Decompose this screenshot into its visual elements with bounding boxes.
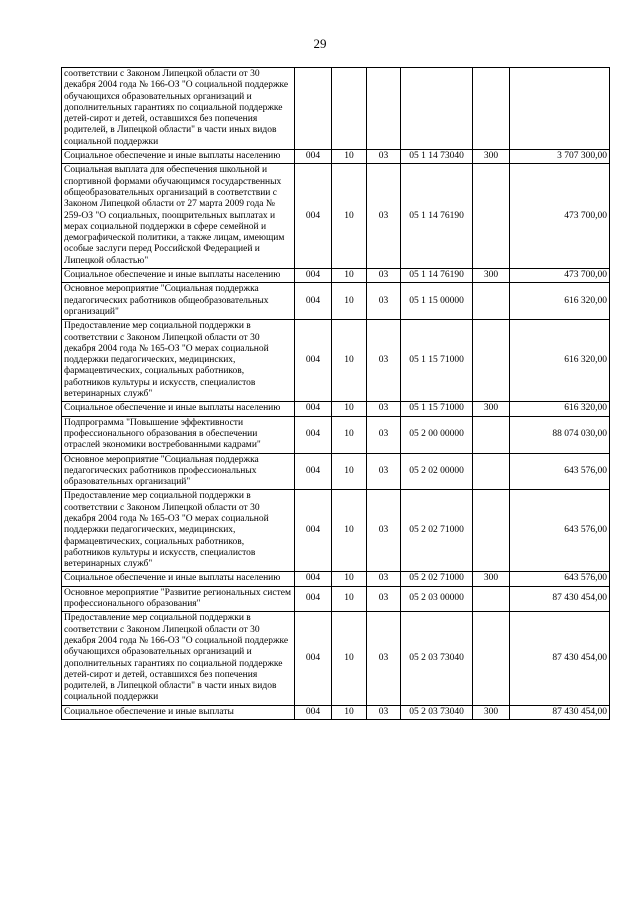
row-name-cell: Основное мероприятие "Развитие региональных систем профессионального образования" — [62, 586, 295, 612]
row-name-cell: Основное мероприятие "Социальная поддержка педагогических работников общеобразовательных организаций" — [62, 283, 295, 320]
row-name-cell: Социальное обеспечение и иные выплаты населению — [62, 150, 295, 164]
table-row — [62, 402, 610, 416]
ministry-code-cell: 004 — [295, 283, 332, 320]
expense-type-cell — [473, 586, 510, 612]
budget-table — [61, 67, 610, 720]
amount-cell: 643 576,00 — [510, 490, 610, 572]
section-code-cell: 10 — [332, 586, 367, 612]
subsection-code-cell: 03 — [367, 453, 401, 490]
section-code-cell: 10 — [332, 164, 367, 269]
amount-cell: 3 707 300,00 — [510, 150, 610, 164]
target-article-cell: 05 1 15 71000 — [401, 402, 473, 416]
section-code-cell — [332, 68, 367, 150]
row-name-cell: Подпрограмма "Повышение эффективности профессионального образования в обеспечении отраслей экономики востребованными кадрами" — [62, 416, 295, 453]
table-row — [62, 68, 610, 150]
expense-type-cell: 300 — [473, 402, 510, 416]
amount-cell: 473 700,00 — [510, 269, 610, 283]
ministry-code-cell: 004 — [295, 402, 332, 416]
ministry-code-cell: 004 — [295, 572, 332, 586]
subsection-code-cell: 03 — [367, 402, 401, 416]
expense-type-cell — [473, 453, 510, 490]
target-article-cell: 05 1 15 00000 — [401, 283, 473, 320]
row-name-cell: Основное мероприятие "Социальная поддержка педагогических работников профессиональных образовательных организаций" — [62, 453, 295, 490]
table-row — [62, 416, 610, 453]
row-name-cell: Социальное обеспечение и иные выплаты населению — [62, 402, 295, 416]
target-article-cell: 05 1 14 73040 — [401, 150, 473, 164]
section-code-cell: 10 — [332, 269, 367, 283]
amount-cell: 473 700,00 — [510, 164, 610, 269]
section-code-cell: 10 — [332, 453, 367, 490]
amount-cell: 616 320,00 — [510, 283, 610, 320]
expense-type-cell — [473, 283, 510, 320]
target-article-cell — [401, 68, 473, 150]
amount-cell: 87 430 454,00 — [510, 612, 610, 705]
amount-cell — [510, 68, 610, 150]
subsection-code-cell: 03 — [367, 705, 401, 719]
target-article-cell: 05 2 03 73040 — [401, 705, 473, 719]
ministry-code-cell — [295, 68, 332, 150]
row-name-cell: Социальное обеспечение и иные выплаты населению — [62, 572, 295, 586]
amount-cell: 87 430 454,00 — [510, 705, 610, 719]
target-article-cell: 05 2 02 71000 — [401, 572, 473, 586]
row-name-cell: Предоставление мер социальной поддержки в соответствии с Законом Липецкой области от 30 декабря 2004 года № 166-ОЗ "О социальной поддержке обучающихся образовательных организаций и дополнительных гарантиях по социальной поддержке детей-сирот и детей, оставшихся без попечения родителей, в Липецкой области" в части иных видов социальной поддержки — [62, 612, 295, 705]
page-number: 29 — [313, 36, 327, 51]
amount-cell: 87 430 454,00 — [510, 586, 610, 612]
subsection-code-cell: 03 — [367, 164, 401, 269]
row-name-cell: Социальная выплата для обеспечения школьной и спортивной формами обучающимся государственных общеобразовательных организаций в соответствии с Законом Липецкой области от 27 марта 2009 года № 259-ОЗ "О социальных, поощрительных выплатах и мерах социальной поддержки в сфере семейной и демографической политики, а также лицам, имеющим особые заслуги перед Российской Федерацией и Липецкой областью" — [62, 164, 295, 269]
expense-type-cell: 300 — [473, 150, 510, 164]
ministry-code-cell: 004 — [295, 490, 332, 572]
amount-cell: 616 320,00 — [510, 402, 610, 416]
amount-cell: 643 576,00 — [510, 572, 610, 586]
section-code-cell: 10 — [332, 490, 367, 572]
target-article-cell: 05 2 02 00000 — [401, 453, 473, 490]
table-row — [62, 612, 610, 705]
expense-type-cell — [473, 164, 510, 269]
expense-type-cell — [473, 490, 510, 572]
section-code-cell: 10 — [332, 705, 367, 719]
subsection-code-cell: 03 — [367, 572, 401, 586]
ministry-code-cell: 004 — [295, 269, 332, 283]
expense-type-cell: 300 — [473, 269, 510, 283]
subsection-code-cell: 03 — [367, 612, 401, 705]
table-row — [62, 453, 610, 490]
section-code-cell: 10 — [332, 283, 367, 320]
row-name-cell: Предоставление мер социальной поддержки в соответствии с Законом Липецкой области от 30 декабря 2004 года № 165-ОЗ "О мерах социальной поддержки педагогических, медицинских, фармацевтических, социальных работников, работников культуры и искусств, специалистов ветеринарных служб" — [62, 320, 295, 402]
ministry-code-cell: 004 — [295, 612, 332, 705]
expense-type-cell — [473, 416, 510, 453]
ministry-code-cell: 004 — [295, 416, 332, 453]
ministry-code-cell: 004 — [295, 586, 332, 612]
expense-type-cell — [473, 612, 510, 705]
amount-cell: 616 320,00 — [510, 320, 610, 402]
amount-cell: 643 576,00 — [510, 453, 610, 490]
budget-table-body — [62, 68, 610, 720]
ministry-code-cell: 004 — [295, 150, 332, 164]
section-code-cell: 10 — [332, 612, 367, 705]
table-row — [62, 269, 610, 283]
target-article-cell: 05 2 03 73040 — [401, 612, 473, 705]
subsection-code-cell — [367, 68, 401, 150]
target-article-cell: 05 1 14 76190 — [401, 269, 473, 283]
subsection-code-cell: 03 — [367, 150, 401, 164]
table-row — [62, 283, 610, 320]
table-row — [62, 150, 610, 164]
target-article-cell: 05 1 14 76190 — [401, 164, 473, 269]
expense-type-cell: 300 — [473, 705, 510, 719]
subsection-code-cell: 03 — [367, 320, 401, 402]
row-name-cell: Социальное обеспечение и иные выплаты — [62, 705, 295, 719]
subsection-code-cell: 03 — [367, 586, 401, 612]
table-row — [62, 164, 610, 269]
ministry-code-cell: 004 — [295, 164, 332, 269]
ministry-code-cell: 004 — [295, 705, 332, 719]
ministry-code-cell: 004 — [295, 453, 332, 490]
row-name-cell: Предоставление мер социальной поддержки в соответствии с Законом Липецкой области от 30 декабря 2004 года № 165-ОЗ "О мерах социальной поддержки педагогических, медицинских, фармацевтических, социальных работников, работников культуры и искусств, специалистов ветеринарных служб" — [62, 490, 295, 572]
table-row — [62, 572, 610, 586]
target-article-cell: 05 2 02 71000 — [401, 490, 473, 572]
expense-type-cell — [473, 68, 510, 150]
table-row — [62, 490, 610, 572]
amount-cell: 88 074 030,00 — [510, 416, 610, 453]
section-code-cell: 10 — [332, 320, 367, 402]
target-article-cell: 05 2 00 00000 — [401, 416, 473, 453]
ministry-code-cell: 004 — [295, 320, 332, 402]
subsection-code-cell: 03 — [367, 283, 401, 320]
table-row — [62, 586, 610, 612]
section-code-cell: 10 — [332, 572, 367, 586]
table-row — [62, 320, 610, 402]
section-code-cell: 10 — [332, 416, 367, 453]
row-name-cell: Социальное обеспечение и иные выплаты населению — [62, 269, 295, 283]
section-code-cell: 10 — [332, 402, 367, 416]
subsection-code-cell: 03 — [367, 490, 401, 572]
section-code-cell: 10 — [332, 150, 367, 164]
expense-type-cell — [473, 320, 510, 402]
subsection-code-cell: 03 — [367, 416, 401, 453]
target-article-cell: 05 2 03 00000 — [401, 586, 473, 612]
target-article-cell: 05 1 15 71000 — [401, 320, 473, 402]
table-row — [62, 705, 610, 719]
row-name-cell: соответствии с Законом Липецкой области от 30 декабря 2004 года № 166-ОЗ "О социальной поддержке обучающихся образовательных организаций и дополнительных гарантиях по социальной поддержке детей-сирот и детей, оставшихся без попечения родителей, в Липецкой области" в части иных видов социальной поддержки — [62, 68, 295, 150]
expense-type-cell: 300 — [473, 572, 510, 586]
subsection-code-cell: 03 — [367, 269, 401, 283]
